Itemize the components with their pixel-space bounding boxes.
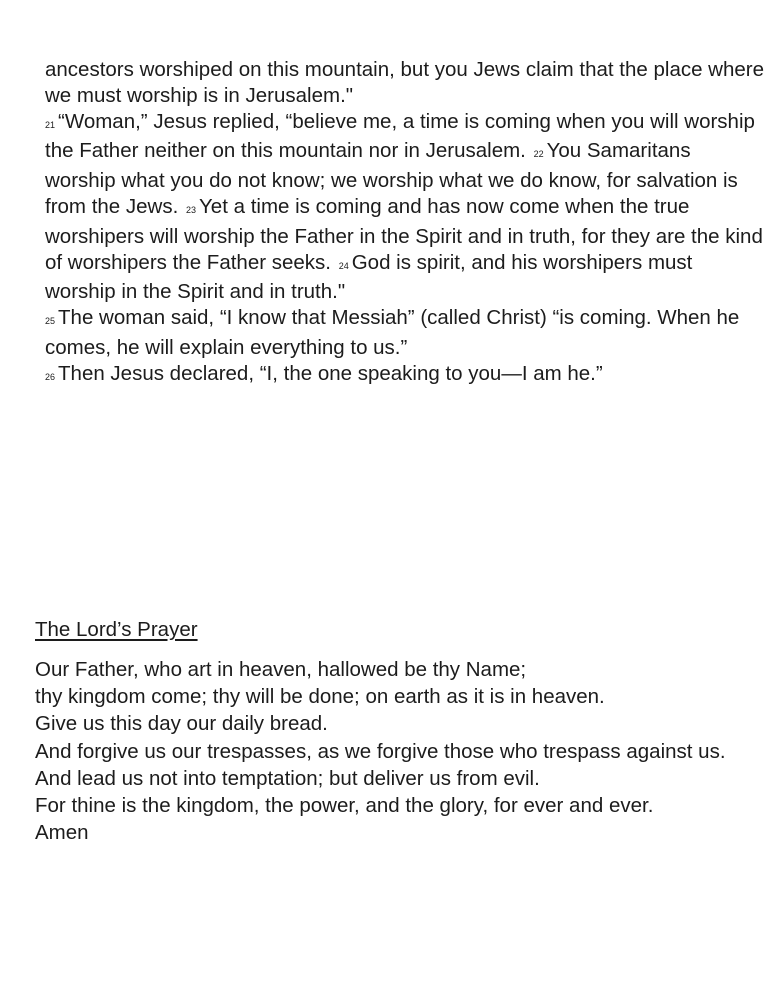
lords-prayer-section: [35, 617, 775, 846]
verse-text-23: Yet a time is coming and has now come when the true worshipers will worship the Father in the Spirit and in truth, for they are the kind of worshipers the Father seeks.: [45, 194, 763, 274]
verse-number-21: 21: [45, 119, 56, 130]
prayer-line: Give us this day our daily bread.: [35, 712, 328, 736]
scripture-paragraph-3: [45, 305, 765, 361]
prayer-amen: Amen: [35, 821, 89, 845]
verse-text-24: God is spirit, and his worshipers must worship in the Spirit and in truth.": [45, 250, 693, 304]
verse-number-23: 23: [186, 204, 197, 215]
prayer-title: The Lord’s Prayer: [35, 618, 198, 641]
verse-number-24: 24: [338, 260, 349, 271]
prayer-body: [35, 656, 775, 846]
scripture-paragraph-1: ancestors worshiped on this mountain, but you Jews claim that the place where we must worship is in Jerusalem.": [45, 58, 765, 107]
verse-text-26: Then Jesus declared, “I, the one speaking to you—I am he.”: [58, 361, 603, 385]
prayer-line: thy kingdom come; thy will be done; on earth as it is in heaven.: [35, 685, 605, 709]
verse-number-25: 25: [45, 316, 56, 327]
prayer-line: Our Father, who art in heaven, hallowed be thy Name;: [35, 658, 527, 681]
verse-number-22: 22: [533, 149, 544, 160]
verse-text-21: “Woman,” Jesus replied, “believe me, a time is coming when you will worship the Father neither on this mountain nor in Jerusalem.: [45, 109, 755, 163]
verse-text-22: You Samaritans worship what you do not know; we worship what we do know, for salvation is from the Jews.: [45, 139, 738, 218]
scripture-passage: [45, 57, 765, 391]
prayer-line: And forgive us our trespasses, as we forgive those who trespass against us.: [35, 739, 726, 763]
scripture-paragraph-2: [45, 109, 765, 306]
prayer-line: And lead us not into temptation; but deliver us from evil.: [35, 766, 540, 790]
prayer-line: For thine is the kingdom, the power, and the glory, for ever and ever.: [35, 794, 654, 818]
verse-number-26: 26: [45, 371, 56, 382]
scripture-paragraph-4: [45, 361, 765, 391]
verse-text-25: The woman said, “I know that Messiah” (called Christ) “is coming. When he comes, he will explain everything to us.”: [45, 306, 740, 359]
